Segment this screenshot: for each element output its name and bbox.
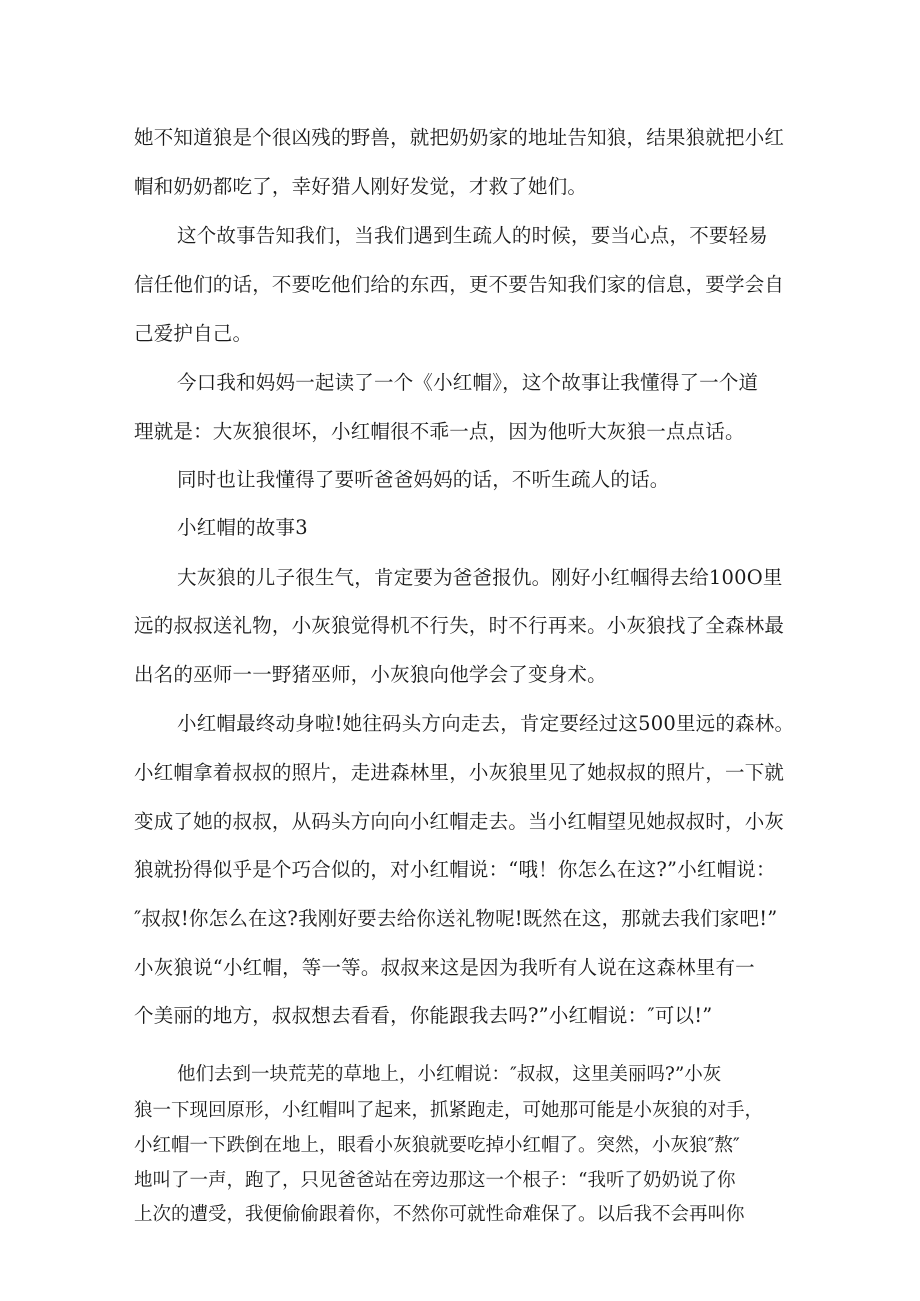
text-line: 上次的遭受，我便偷偷跟着你，不然你可就性命难保了。以后我不会再叫你 [134, 1204, 745, 1225]
text-line: 出名的巫师一一野猪巫师，小灰狼向他学会了变身术。 [134, 663, 607, 686]
text-line: 小红帽最终动身啦!她往码头方向走去，肯定要经过这500里远的森林。 [177, 712, 795, 735]
section-heading: 小红帽的故事3 [177, 516, 308, 539]
text-line: 这个故事告知我们，当我们遇到生疏人的时候，要当心点，不要轻易 [177, 224, 769, 247]
text-line: 狼一下现回原形，小红帽叫了起来，抓紧跑走，可她那可能是小灰狼的对手， [134, 1100, 764, 1121]
text-line: 地叫了一声，跑了，只见爸爸站在旁边那这一个根子：“我听了奶奶说了你 [134, 1170, 736, 1191]
text-line: 大灰狼的儿子很生气，肯定要为爸爸报仇。刚好小红帼得去给100O里 [177, 566, 783, 589]
text-line: 今口我和妈妈一起读了一个《小红帽》，这个故事让我懂得了一个道 [177, 371, 759, 394]
text-line: 狼就扮得似乎是个巧合似的，对小红帽说：“哦！你怎么在这?”小红帽说： [134, 858, 776, 881]
text-line: ″叔叔!你怎么在这?我刚好要去给你送礼物呢!既然在这，那就去我们家吧!” [134, 907, 778, 930]
text-line: 小红帽一下跌倒在地上，眼看小灰狼就要吃掉小红帽了。突然，小灰狼″熬″ [134, 1135, 740, 1156]
text-line: 远的叔叔送礼物，小灰狼觉得机不行失，时不行再来。小灰狼找了全森林最 [134, 614, 785, 637]
text-line: 己爱护自己。 [134, 322, 253, 345]
text-line: 小灰狼说“小红帽，等一等。叔叔来这是因为我听有人说在这森林里有一 [134, 956, 755, 979]
text-line: 理就是：大灰狼很坏，小红帽很不乖一点，因为他听大灰狼一点点话。 [134, 420, 745, 443]
text-line: 帽和奶奶都吃了，幸好猎人刚好发觉，才救了她们。 [134, 175, 588, 198]
text-line: 变成了她的叔叔，从码头方向向小红帽走去。当小红帽望见她叔叔时，小灰 [134, 810, 785, 833]
text-line: 她不知道狼是个很凶残的野兽，就把奶奶家的地址告知狼，结果狼就把小红 [134, 126, 785, 149]
text-line: 他们去到一块荒芜的草地上，小红帽说：″叔叔，这里美丽吗?”小灰 [177, 1064, 722, 1085]
text-line: 同时也让我懂得了要听爸爸妈妈的话，不听生疏人的话。 [177, 468, 670, 491]
text-line: 个美丽的地方，叔叔想去看看，你能跟我去吗?”小红帽说：″可以!” [134, 1004, 713, 1027]
text-line: 信任他们的话，不要吃他们给的东西，更不要告知我们家的信息，要学会自 [134, 273, 785, 296]
text-line: 小红帽拿着叔叔的照片，走进森林里，小灰狼里见了她叔叔的照片，一下就 [134, 761, 785, 784]
